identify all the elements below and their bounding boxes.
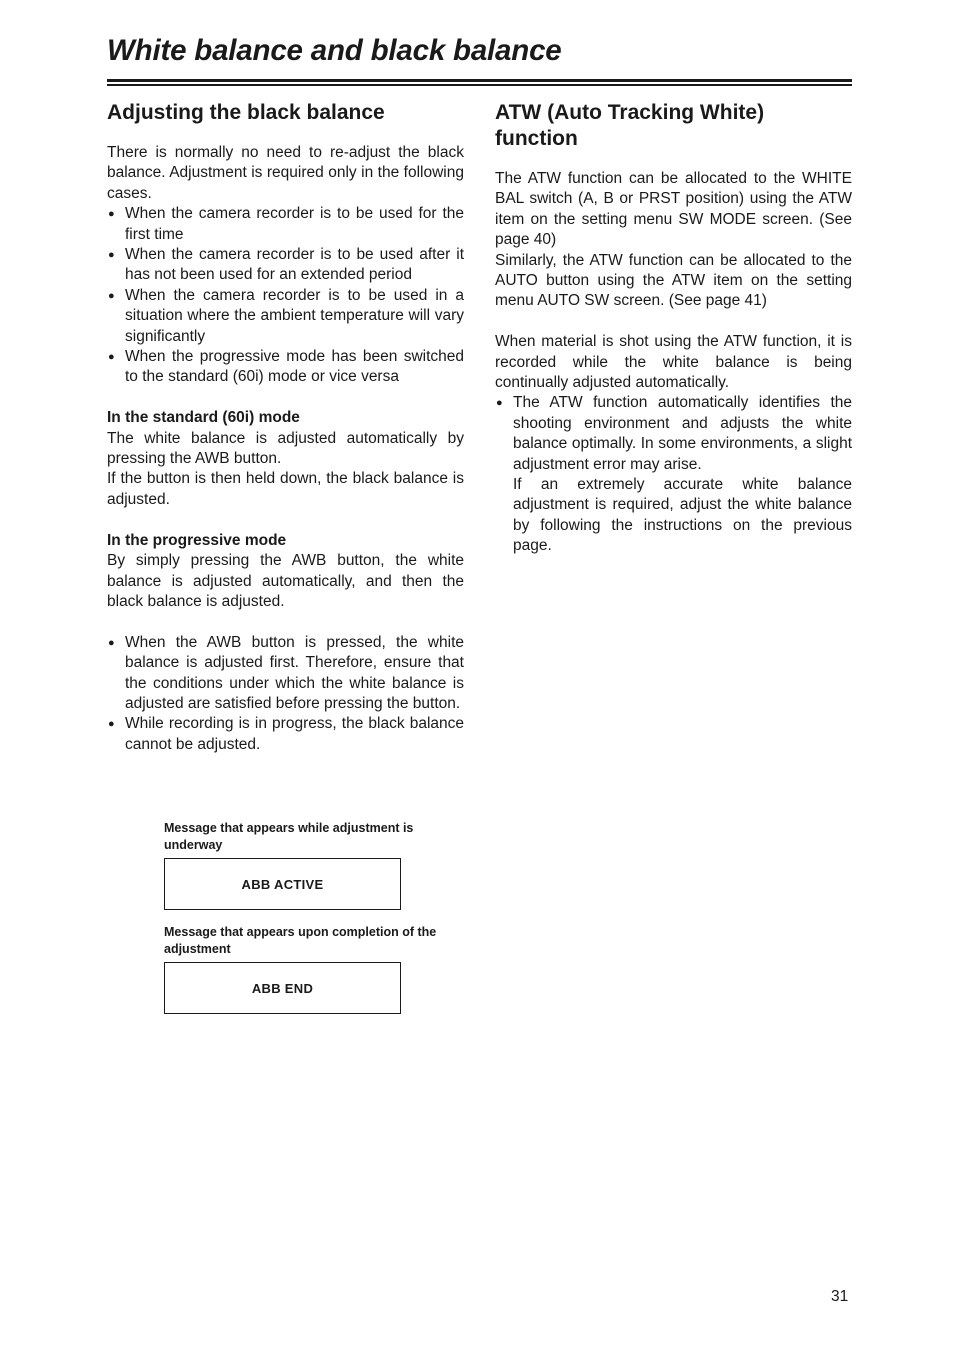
atw-note-continuation: If an extremely accurate white balance adjustment is required, adjust the white balance by following the instructions on the previous page. (513, 476, 852, 555)
abb-end-display (164, 962, 401, 1014)
msg-active-label: Message that appears while adjustment is underway (164, 821, 414, 852)
left-column (107, 100, 464, 755)
list-item: ● The ATW function automatically identifies the shooting environment and adjusts the white balance optimally. In some environments, a slight adjustment error may arise. (495, 393, 852, 475)
page-title: White balance and black balance (107, 34, 562, 67)
list-item: ● When the AWB button is pressed, the white balance is adjusted first. Therefore, ensure that the conditions under which the white balance is adjusted are satisfied before pressing the button. (107, 633, 464, 715)
list-item: ● When the camera recorder is to be used in a situation where the ambient temperature will vary significantly (107, 286, 464, 347)
list-item: ● When the progressive mode has been switched to the standard (60i) mode or vice versa (107, 347, 464, 388)
cases-list (107, 204, 464, 388)
abb-end-text: ABB END (251, 980, 314, 996)
progressive-mode-heading: In the progressive mode (107, 531, 287, 549)
notes-list (107, 633, 464, 755)
standard-mode-heading: In the standard (60i) mode (107, 409, 300, 427)
atw-paragraph-2: Similarly, the ATW function can be allocated to the AUTO button using the ATW item on the setting menu AUTO SW screen. (See page 41) (495, 251, 852, 310)
abb-active-text: ABB ACTIVE (241, 876, 324, 892)
standard-mode-text-2: If the button is then held down, the black balance is adjusted. (107, 470, 464, 508)
list-item: ● When the camera recorder is to be used after it has not been used for an extended period (107, 245, 464, 286)
intro-paragraph: There is normally no need to re-adjust the black balance. Adjustment is required only in the following cases. (107, 144, 464, 202)
right-column (495, 100, 852, 557)
progressive-mode-text: By simply pressing the AWB button, the white balance is adjusted automatically, and then the black balance is adjusted. (107, 552, 464, 610)
atw-heading: ATW (Auto Tracking White) function (495, 101, 765, 150)
title-rule-thick (107, 79, 852, 82)
atw-paragraph-1: The ATW function can be allocated to the WHITE BAL switch (A, B or PRST position) using the ATW item on the setting menu SW MODE screen. (See page 40) (495, 170, 852, 249)
abb-active-display (164, 858, 401, 910)
standard-mode-text-1: The white balance is adjusted automatically by pressing the AWB button. (107, 429, 464, 468)
black-balance-heading: Adjusting the black balance (107, 101, 385, 124)
atw-notes-list (495, 393, 852, 475)
page-number: 31 (831, 1288, 849, 1305)
list-item: ● When the camera recorder is to be used for the first time (107, 204, 464, 245)
list-item: ● While recording is in progress, the black balance cannot be adjusted. (107, 714, 464, 755)
title-rule-thin (107, 84, 852, 86)
msg-end-label: Message that appears upon completion of the adjustment (164, 925, 437, 956)
atw-paragraph-3: When material is shot using the ATW function, it is recorded while the white balance is being continually adjusted automatically. (495, 333, 852, 392)
